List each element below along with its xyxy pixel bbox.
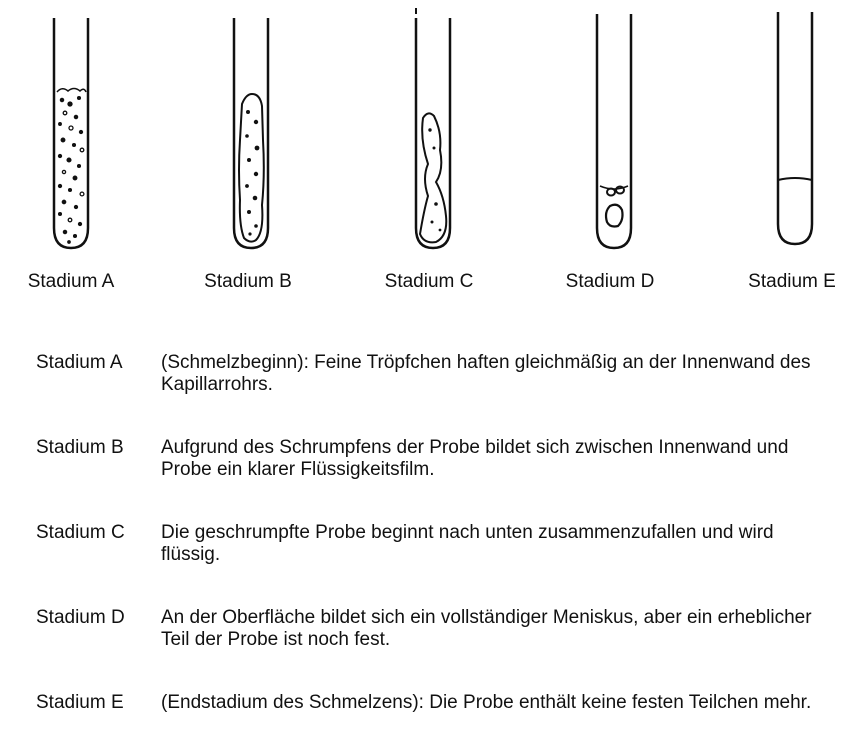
description-text-e: (Endstadium des Schmelzens): Die Probe enthält keine festen Teilchen mehr. xyxy=(161,692,812,713)
capillary-tube-b xyxy=(234,18,268,248)
description-text-b: Aufgrund des Schrumpfens der Probe bildet sich zwischen Innenwand und Probe ein klarer Flüssigkeitsfilm. xyxy=(161,437,789,480)
tube-a-droplets xyxy=(59,97,84,244)
tube-d-bubble-2 xyxy=(616,187,624,194)
description-text-a: (Schmelzbeginn): Feine Tröpfchen haften gleichmäßig an der Innenwand des Kapillarrohrs. xyxy=(161,352,811,395)
tube-a-sample-top xyxy=(57,89,86,93)
description-text-d: An der Oberfläche bildet sich ein vollständiger Meniskus, aber ein erheblicher Teil der Probe ist noch fest. xyxy=(161,607,812,650)
stage-label-b: Stadium B xyxy=(204,271,292,292)
tube-b-particles xyxy=(245,110,259,236)
tube-c-sample xyxy=(420,113,446,242)
capillary-tube-c xyxy=(416,8,450,248)
stage-label-d: Stadium D xyxy=(565,271,655,292)
capillary-tube-a xyxy=(54,18,88,248)
description-stage-a: Stadium A xyxy=(36,352,123,373)
capillary-tube-e xyxy=(778,12,812,244)
stage-label-a: Stadium A xyxy=(27,271,115,292)
tube-d-outline xyxy=(597,14,631,248)
description-text-c: Die geschrumpfte Probe beginnt nach unten zusammenzufallen und wird flüssig. xyxy=(161,522,774,565)
stage-label-e: Stadium E xyxy=(748,271,836,292)
description-stage-e: Stadium E xyxy=(36,692,124,713)
tube-d-solid xyxy=(606,205,623,227)
capillary-tubes-figure xyxy=(0,0,866,260)
description-stage-d: Stadium D xyxy=(36,607,125,628)
stage-label-c: Stadium C xyxy=(384,271,474,292)
description-stage-c: Stadium C xyxy=(36,522,125,543)
tube-b-sample xyxy=(239,94,264,242)
description-stage-b: Stadium B xyxy=(36,437,124,458)
capillary-tube-d xyxy=(597,14,631,248)
tube-e-meniscus xyxy=(778,178,812,180)
tube-e-outline xyxy=(778,12,812,244)
